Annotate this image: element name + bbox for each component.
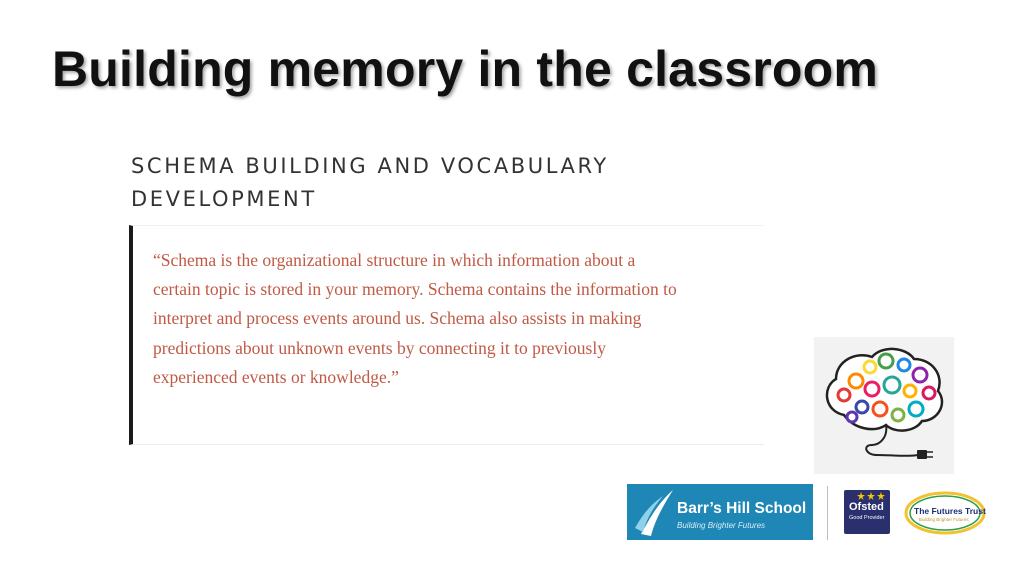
article-heading-line: SCHEMA BUILDING AND VOCABULARY: [131, 154, 609, 178]
quote-line: certain topic is stored in your memory. Schema contains the information to: [153, 279, 677, 300]
ofsted-badge: [844, 490, 890, 534]
slide-title: Building memory in the classroom: [52, 41, 879, 97]
trust-tagline: Building Brighter Futures: [919, 517, 969, 522]
trust-name: The Futures Trust: [914, 506, 986, 516]
swoosh-icon: [633, 484, 679, 540]
quote-line: interpret and process events around us. Schema also assists in making: [153, 308, 642, 329]
quote-line: experienced events or knowledge.”: [153, 366, 399, 387]
star-icon: [857, 491, 887, 501]
school-tagline: Building Brighter Futures: [677, 521, 766, 530]
ofsted-name: Ofsted: [849, 501, 884, 513]
quote-text: [153, 246, 768, 392]
school-name: Barr’s Hill School: [677, 500, 807, 517]
quote-line: predictions about unknown events by connecting it to previously: [153, 337, 606, 358]
school-logo: [627, 484, 813, 540]
quote-line: “Schema is the organizational structure in which information about a: [153, 250, 636, 270]
logo-divider: [827, 486, 828, 540]
article-heading: [131, 150, 691, 216]
futures-trust-logo: [903, 490, 987, 536]
ofsted-rating: Good Provider: [849, 515, 885, 521]
article-heading-line: DEVELOPMENT: [131, 187, 317, 211]
quote-block: [129, 225, 764, 445]
brain-gears-image: [814, 337, 954, 474]
brain-gears-icon: [814, 337, 954, 474]
